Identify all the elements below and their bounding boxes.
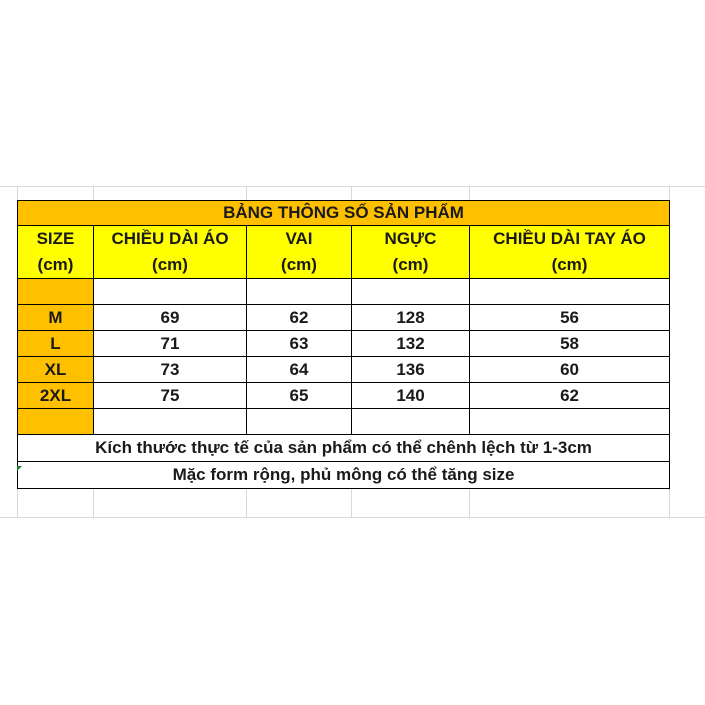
header-row xyxy=(18,226,670,253)
chest-cell[interactable]: 140 xyxy=(352,383,470,409)
size-cell[interactable]: L xyxy=(18,331,94,357)
header-unit-length[interactable]: (cm) xyxy=(94,252,247,279)
shoulder-cell[interactable]: 62 xyxy=(247,305,352,331)
note-tolerance[interactable]: Kích thước thực tế của sản phẩm có thể chênh lệch từ 1-3cm xyxy=(18,435,670,462)
table-row xyxy=(18,331,670,357)
shoulder-cell[interactable]: 64 xyxy=(247,357,352,383)
table-row xyxy=(18,357,670,383)
blank-row xyxy=(18,279,670,305)
size-chart-table xyxy=(17,200,670,489)
header-cell-sleeve[interactable]: CHIỀU DÀI TAY ÁO xyxy=(470,226,670,253)
blank-cell[interactable] xyxy=(470,409,670,435)
title-row xyxy=(18,201,670,226)
header-unit-shoulder[interactable]: (cm) xyxy=(247,252,352,279)
header-cell-shoulder[interactable]: VAI xyxy=(247,226,352,253)
header-cell-chest[interactable]: NGỰC xyxy=(352,226,470,253)
table-row xyxy=(18,383,670,409)
length-cell[interactable]: 71 xyxy=(94,331,247,357)
note-fit[interactable]: Mặc form rộng, phủ mông có thể tăng size xyxy=(18,462,670,489)
sleeve-cell[interactable]: 60 xyxy=(470,357,670,383)
blank-cell[interactable] xyxy=(352,279,470,305)
size-cell[interactable]: XL xyxy=(18,357,94,383)
blank-cell[interactable] xyxy=(470,279,670,305)
cell-comment-marker xyxy=(17,466,22,471)
length-cell[interactable]: 69 xyxy=(94,305,247,331)
chest-cell[interactable]: 132 xyxy=(352,331,470,357)
sleeve-cell[interactable]: 56 xyxy=(470,305,670,331)
blank-cell[interactable] xyxy=(352,409,470,435)
length-cell[interactable]: 75 xyxy=(94,383,247,409)
shoulder-cell[interactable]: 63 xyxy=(247,331,352,357)
chest-cell[interactable]: 136 xyxy=(352,357,470,383)
table-title[interactable]: BẢNG THÔNG SỐ SẢN PHẨM xyxy=(18,201,670,226)
header-unit-row xyxy=(18,252,670,279)
sleeve-cell[interactable]: 58 xyxy=(470,331,670,357)
note-row xyxy=(18,435,670,462)
blank-cell[interactable] xyxy=(94,409,247,435)
note-row xyxy=(18,462,670,489)
blank-row xyxy=(18,409,670,435)
header-unit-sleeve[interactable]: (cm) xyxy=(470,252,670,279)
blank-cell[interactable] xyxy=(247,279,352,305)
blank-cell[interactable] xyxy=(18,409,94,435)
blank-cell[interactable] xyxy=(94,279,247,305)
header-unit-chest[interactable]: (cm) xyxy=(352,252,470,279)
header-cell-length[interactable]: CHIỀU DÀI ÁO xyxy=(94,226,247,253)
header-cell-size[interactable]: SIZE xyxy=(18,226,94,253)
blank-cell[interactable] xyxy=(18,279,94,305)
header-unit-size[interactable]: (cm) xyxy=(18,252,94,279)
sleeve-cell[interactable]: 62 xyxy=(470,383,670,409)
chest-cell[interactable]: 128 xyxy=(352,305,470,331)
table-row xyxy=(18,305,670,331)
length-cell[interactable]: 73 xyxy=(94,357,247,383)
size-cell[interactable]: M xyxy=(18,305,94,331)
blank-cell[interactable] xyxy=(247,409,352,435)
size-cell[interactable]: 2XL xyxy=(18,383,94,409)
shoulder-cell[interactable]: 65 xyxy=(247,383,352,409)
